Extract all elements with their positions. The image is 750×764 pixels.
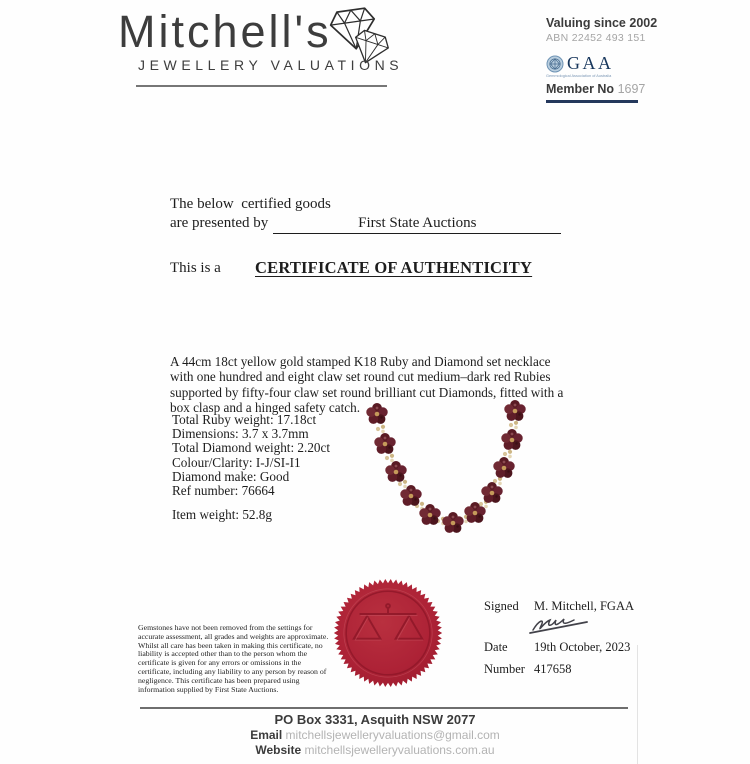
website-value: mitchellsjewelleryvaluations.com.au (304, 743, 495, 757)
item-weight: Item weight: 52.8g (172, 507, 272, 522)
certificate-title: CERTIFICATE OF AUTHENTICITY (255, 258, 533, 277)
gem-details-list (172, 413, 330, 498)
detail-diamond-make: Diamond make: Good (172, 468, 290, 484)
detail-diamond-weight: Total Diamond weight: 2.20ct (172, 440, 331, 456)
detail-ruby-weight: Total Ruby weight: 17.18ct (172, 412, 317, 427)
abn-text: ABN 22452 493 151 (546, 32, 646, 44)
brand-subtitle: JEWELLERY VALUATIONS (138, 57, 404, 73)
website-label: Website (255, 743, 302, 757)
email-label: Email (250, 728, 283, 742)
brand-name: Mitchell's (118, 6, 332, 57)
valuing-since-text: Valuing since 2002 (546, 16, 658, 30)
member-number-line (546, 82, 666, 96)
number-label: Number (484, 662, 525, 676)
signed-label: Signed (484, 599, 519, 613)
date-label: Date (484, 640, 508, 654)
detail-ref-number: Ref number: 76664 (172, 483, 275, 499)
ruby-diamond-necklace-photo (362, 398, 530, 550)
gaa-emblem-icon (546, 55, 564, 73)
signed-value: M. Mitchell, FGAA (534, 599, 634, 613)
presented-by-line (170, 215, 561, 234)
footer-divider (140, 707, 628, 709)
red-seal-icon (331, 576, 445, 690)
scan-edge-artifact (637, 645, 638, 764)
certificate-intro: This is a (170, 260, 221, 276)
brand-divider (136, 85, 387, 87)
signature-scribble (527, 613, 605, 637)
presenter-name: First State Auctions (273, 215, 561, 234)
accreditation-block (546, 16, 666, 103)
member-number: 1697 (617, 82, 646, 96)
detail-colour-clarity: Colour/Clarity: I-J/SI-I1 (172, 454, 301, 470)
email-value: mitchellsjewelleryvaluations@gmail.com (285, 728, 500, 742)
seal-border (334, 579, 442, 687)
item-description: A 44cm 18ct yellow gold stamped K18 Ruby and Diamond set necklace with one hundred and eight claw set round cut medium–dark red Rubies supported by fifty-four claw set round brilliant cut Diamonds, fitted with a box clasp and a hinged safety catch. (170, 354, 564, 415)
presented-by-label: are presented by (170, 215, 269, 231)
disclaimer-text: Gemstones have not been removed from the settings for accurate assessment, all grades and weights are approximate. Whilst all care has been taken in making this certificate, no liability is accepted other than to the person whom the certificate is given for any errors or omissions in the certificate, including any liability to any person by reason of negligence. This certificate has been prepared using information supplied by First State Auctions. (138, 623, 329, 694)
presented-goods-line: The below certified goods (170, 196, 331, 212)
member-divider (546, 100, 638, 103)
gaa-label: GAA (567, 53, 614, 73)
gaa-subtext: Gemmological Association of Australia (546, 74, 612, 78)
number-value: 417658 (534, 662, 572, 676)
member-label: Member No (546, 82, 615, 96)
detail-dimensions: Dimensions: 3.7 x 3.7mm (172, 426, 309, 442)
date-value: 19th October, 2023 (534, 640, 631, 654)
footer-address: PO Box 3331, Asquith NSW 2077 (274, 712, 476, 727)
